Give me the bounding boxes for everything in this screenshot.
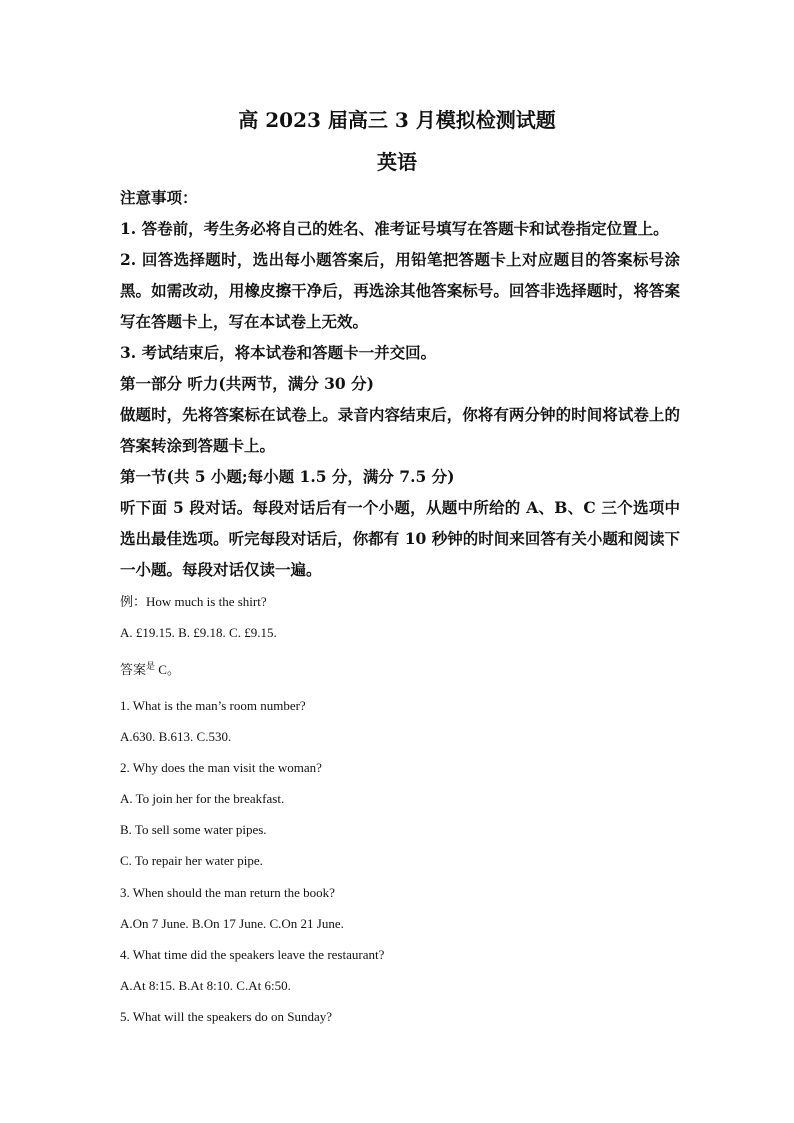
note-3: 3. 考试结束后，将本试卷和答题卡一并交回。: [120, 343, 437, 362]
question-5: 5. What will the speakers do on Sunday?: [120, 1009, 333, 1024]
answer-label: 答案: [120, 662, 147, 677]
section1-instruction: 听下面 5 段对话。每段对话后有一个小题，从题中所给的 A、B、C 三个选项中选出最佳选项。听完每段对话后，你都有 10 秒钟的时间来回答有关小题和阅读下一小题。每段对话仅读一遍。: [120, 498, 680, 579]
question-2-option-b: B. To sell some water pipes.: [120, 822, 267, 837]
example-question: 例：How much is the shirt?: [120, 594, 267, 609]
section1-heading: 第一节(共 5 小题;每小题 1.5 分，满分 7.5 分): [120, 467, 455, 486]
note-2: 2. 回答选择题时，选出每小题答案后，用铅笔把答题卡上对应题目的答案标号涂黑。如需改动，用橡皮擦干净后，再选涂其他答案标号。回答非选择题时，将答案写在答题卡上，写在本试卷上无效。: [120, 250, 680, 331]
question-1-options: A.630. B.613. C.530.: [120, 729, 232, 744]
note-1: 1. 答卷前，考生务必将自己的姓名、准考证号填写在答题卡和试卷指定位置上。: [120, 219, 669, 238]
subject-title: 英语: [377, 150, 417, 174]
answer-mark: 是: [146, 661, 156, 671]
question-3-options: A.On 7 June. B.On 17 June. C.On 21 June.: [120, 916, 344, 931]
exam-title: 高 2023 届高三 3 月模拟检测试题: [238, 108, 556, 132]
question-1: 1. What is the man’s room number?: [120, 698, 306, 713]
question-2-option-a: A. To join her for the breakfast.: [120, 791, 285, 806]
answer-value: C。: [155, 662, 180, 677]
part1-instruction: 做题时，先将答案标在试卷上。录音内容结束后，你将有两分钟的时间将试卷上的答案转涂到答题卡上。: [120, 405, 680, 455]
example-answer: [120, 656, 680, 680]
question-4: 4. What time did the speakers leave the restaurant?: [120, 947, 385, 962]
example-options: A. £19.15. B. £9.18. C. £9.15.: [120, 625, 277, 640]
question-3: 3. When should the man return the book?: [120, 885, 335, 900]
notes-heading: 注意事项：: [120, 188, 198, 207]
question-2: 2. Why does the man visit the woman?: [120, 760, 322, 775]
question-2-option-c: C. To repair her water pipe.: [120, 853, 263, 868]
part1-heading: 第一部分 听力(共两节，满分 30 分): [120, 374, 374, 393]
question-4-options: A.At 8:15. B.At 8:10. C.At 6:50.: [120, 978, 291, 993]
